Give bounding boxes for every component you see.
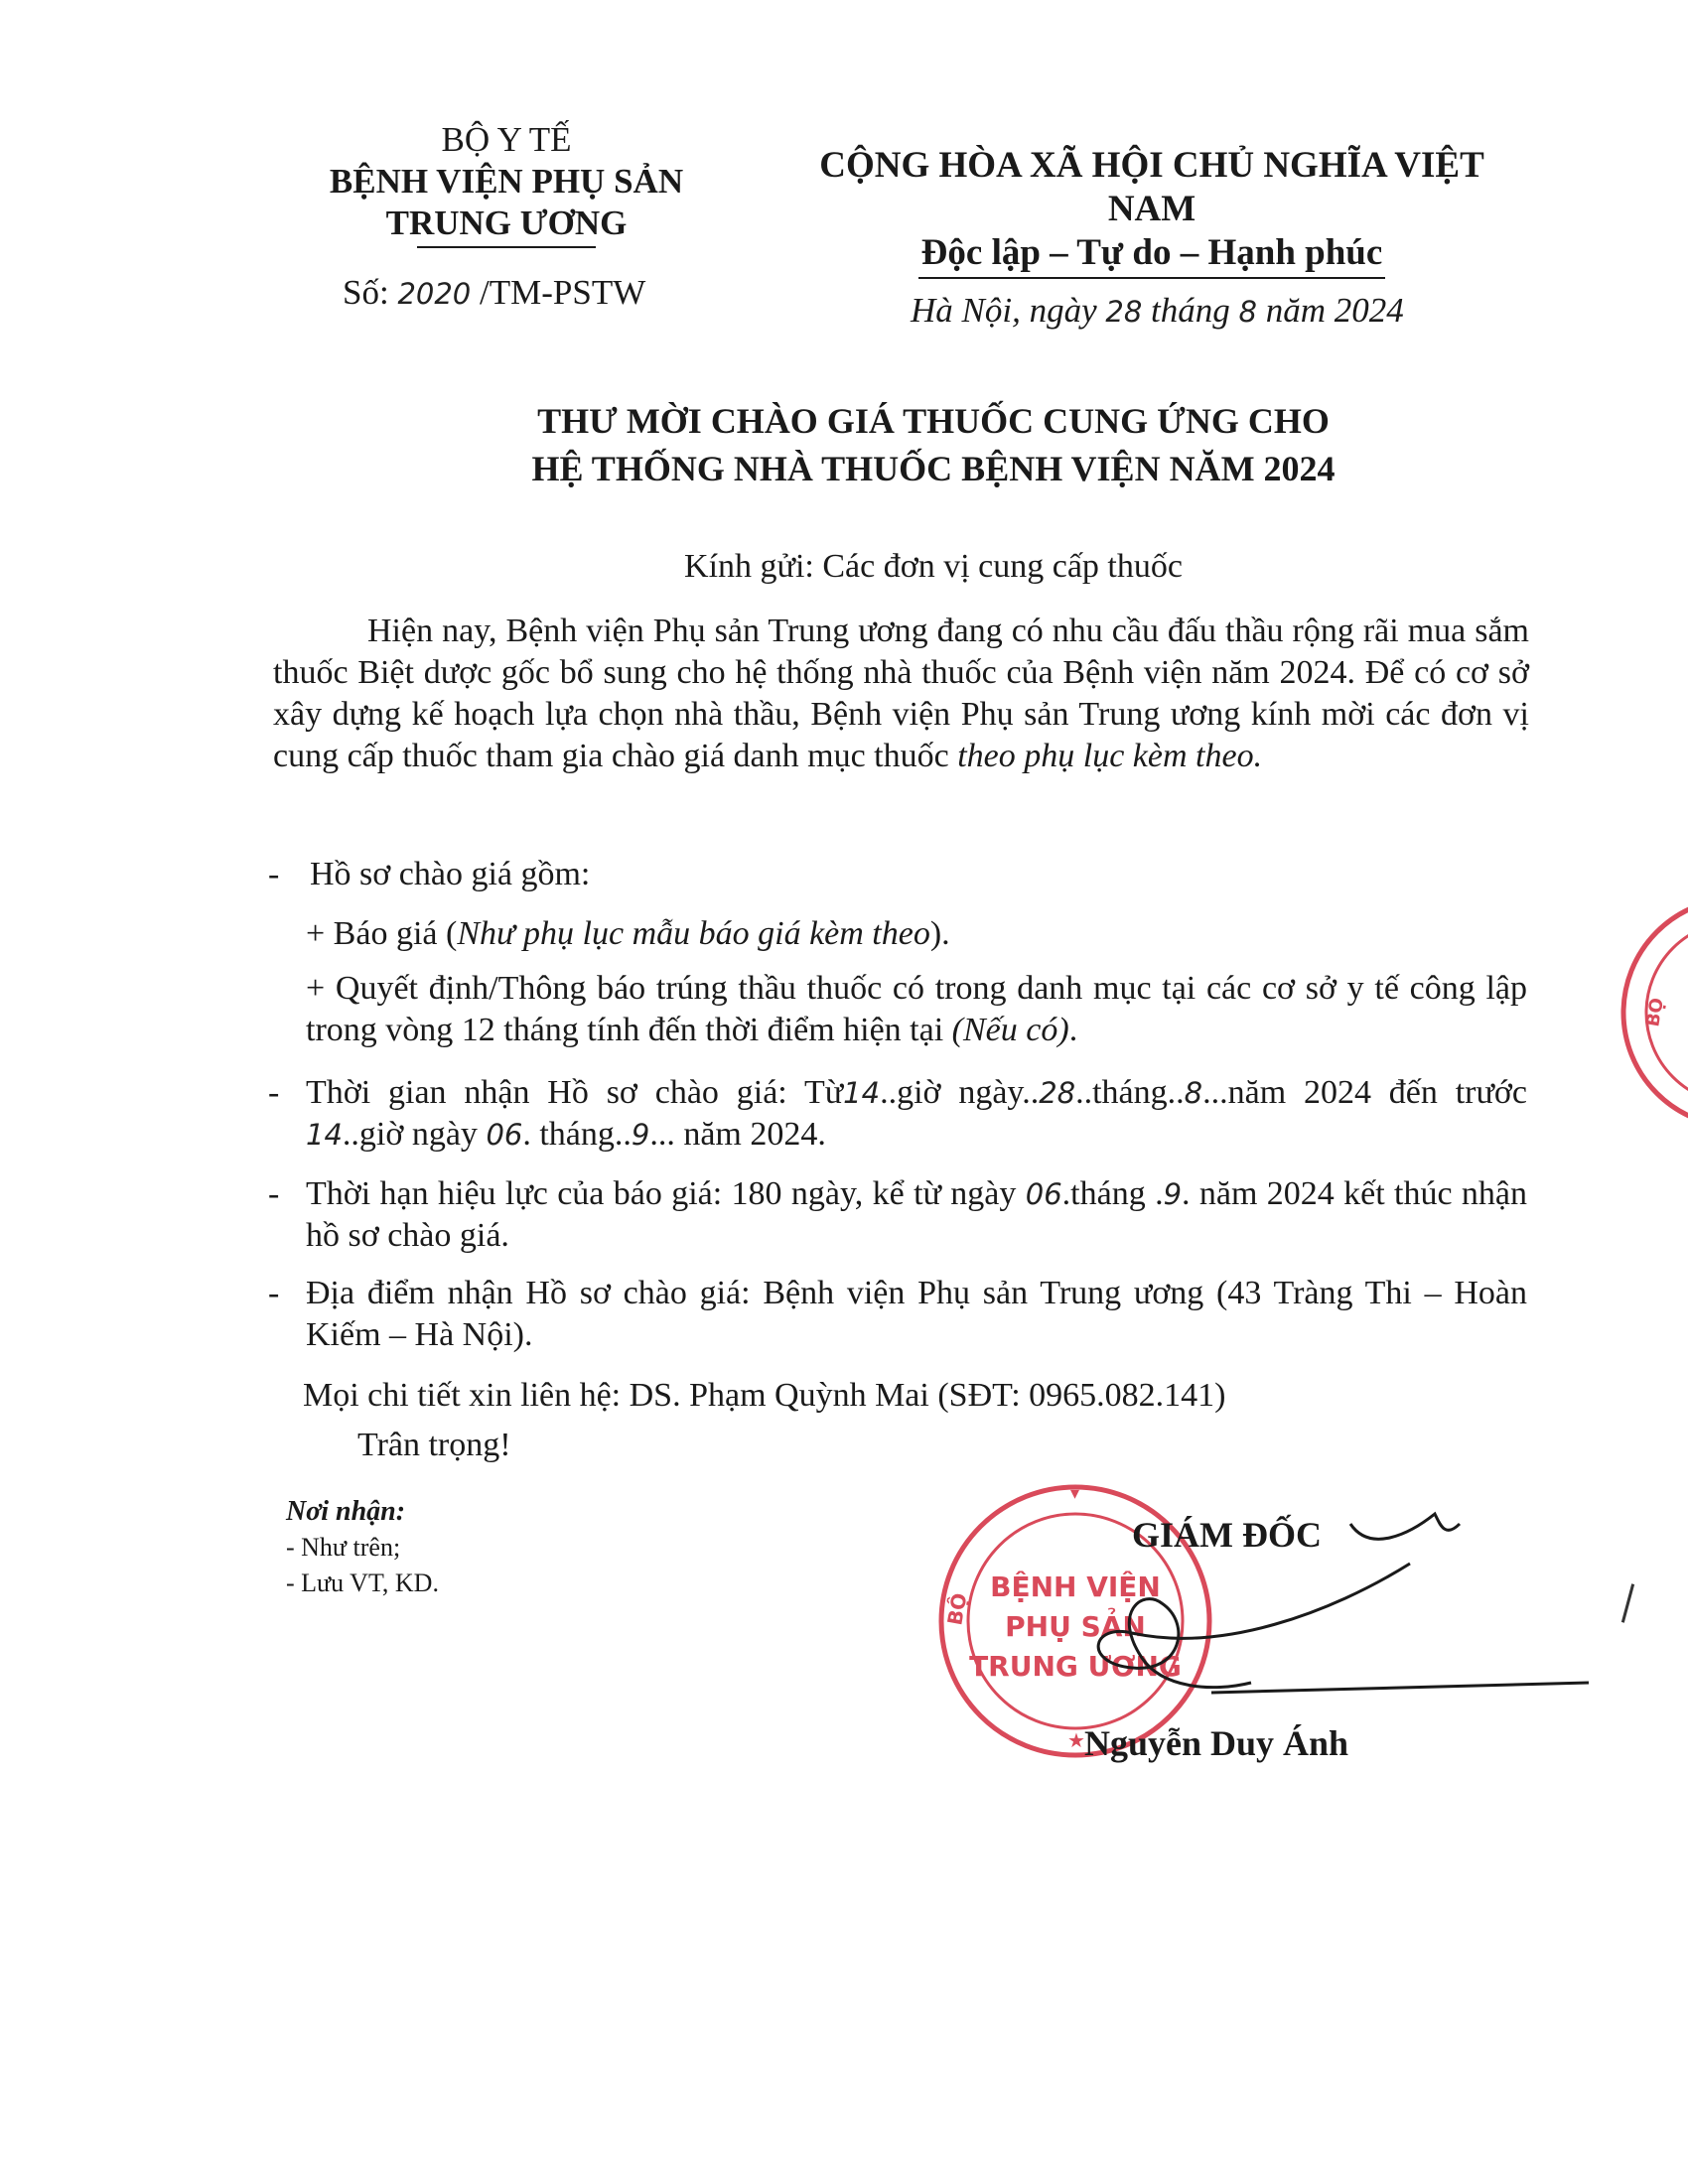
intro-text: Hiện nay, Bệnh viện Phụ sản Trung ương đang có nhu cầu đấu thầu rộng rãi mua sắm thuốc Biệt dược gốc bổ sung cho hệ thống nhà thuốc của Bệnh viện năm 2024. Để có cơ sở xây dựng kế hoạch lựa chọn nhà thầu, Bệnh viện Phụ sản Trung ương kính mời các đơn vị cung cấp thuốc tham gia chào giá danh mục thuốc	[273, 613, 1529, 774]
margin-mark	[1621, 1583, 1634, 1622]
issue-date	[911, 291, 1404, 331]
overlap-seal-fragment	[1618, 888, 1688, 1137]
validity-text3: năm 2024 kết thúc nhận hồ sơ chào giá.	[306, 1175, 1528, 1254]
signatory-name: Nguyễn Duy Ánh	[1084, 1723, 1349, 1763]
title-line1: THƯ MỜI CHÀO GIÁ THUỐC CUNG ỨNG CHO	[537, 401, 1330, 441]
receive-end-day: 06	[486, 1118, 523, 1152]
addressee: Kính gửi: Các đơn vị cung cấp thuốc	[684, 548, 1183, 585]
receive-end-hour: 14	[306, 1118, 343, 1152]
receive-time-text5: giờ ngày	[358, 1116, 487, 1153]
bullet-dash: -	[268, 1275, 280, 1311]
seal-fragment-text: BỘ	[1642, 996, 1668, 1028]
recipients-heading: Nơi nhận:	[286, 1496, 406, 1527]
contact-line: Mọi chi tiết xin liên hệ: DS. Phạm Quỳnh Mai (SĐT: 0965.082.141)	[303, 1377, 1226, 1414]
date-prefix: Hà Nội, ngày	[911, 291, 1106, 330]
seal-line1: BỆNH VIỆN	[990, 1570, 1161, 1603]
receive-end-month: 9	[631, 1118, 650, 1152]
intro-paragraph	[273, 611, 1529, 777]
seal-star-icon: ★	[1067, 1730, 1085, 1752]
receive-start-month: 8	[1184, 1076, 1203, 1110]
recipient-item: - Như trên;	[286, 1533, 401, 1562]
national-heading	[774, 144, 1529, 279]
hospital-name-line1: BỆNH VIỆN PHỤ SẢN	[329, 162, 684, 201]
item2-suffix: .	[1068, 1012, 1078, 1048]
document-number-label: Số:	[343, 273, 398, 312]
date-month-label: tháng	[1142, 291, 1239, 330]
issuer-block	[298, 119, 715, 248]
validity-text2: tháng	[1070, 1175, 1156, 1212]
dossier-heading-text: Hồ sơ chào giá gồm:	[310, 856, 591, 892]
dossier-item-decision	[306, 968, 1527, 1051]
receive-time-text6: tháng	[530, 1116, 615, 1153]
seal-star-icon: ▾	[1070, 1483, 1080, 1503]
date-day: 28	[1105, 295, 1143, 329]
bullet-dash: -	[268, 1074, 280, 1111]
handwritten-signature	[1072, 1494, 1609, 1712]
validity-day: 06	[1025, 1177, 1062, 1211]
republic-title: CỘNG HÒA XÃ HỘI CHỦ NGHĨA VIỆT NAM	[819, 145, 1484, 229]
issuer-underline	[417, 246, 596, 248]
dossier-heading	[268, 854, 1527, 895]
receive-start-day: 28	[1039, 1076, 1076, 1110]
receive-time-text2: giờ ngày	[897, 1074, 1023, 1111]
submission-location	[268, 1273, 1527, 1356]
validity-text1: Thời hạn hiệu lực của báo giá: 180 ngày, kể từ ngày	[306, 1175, 1026, 1212]
signatory-title: GIÁM ĐỐC	[1132, 1515, 1322, 1555]
receive-start-hour: 14	[843, 1076, 881, 1110]
bullet-dash: -	[268, 856, 280, 892]
receive-time: - Thời gian nhận Hồ sơ chào giá: Từ14..giờ ngày..28..tháng..8...năm 2024 đến trước 14..giờ ngày 06. tháng..9... năm 2024.	[268, 1074, 1527, 1153]
dossier-item-quote	[306, 913, 1527, 955]
item2-italic: (Nếu có)	[951, 1012, 1069, 1048]
hospital-name-line2: TRUNG ƯƠNG	[385, 204, 628, 242]
closing-line: Trân trọng!	[357, 1427, 511, 1463]
seal-side-text: BỘ	[942, 1590, 972, 1627]
location-text: Địa điểm nhận Hồ sơ chào giá: Bệnh viện Phụ sản Trung ương (43 Tràng Thi – Hoàn Kiếm – Hà Nội).	[306, 1275, 1527, 1353]
item1-suffix: ).	[929, 915, 950, 952]
receive-time-text1: Thời gian nhận Hồ sơ chào giá: Từ	[306, 1074, 844, 1111]
document-number-value: 2020	[397, 277, 472, 311]
bullet-dash: -	[268, 1175, 280, 1212]
document-number-suffix: /TM-PSTW	[471, 273, 646, 312]
validity-month: 9	[1163, 1177, 1183, 1211]
item2-text: + Quyết định/Thông báo trúng thầu thuốc có trong danh mục tại các cơ sở y tế công lập trong vòng 12 tháng tính đến thời điểm hiện tại	[306, 970, 1527, 1048]
recipients-block	[286, 1494, 439, 1601]
receive-time-text3: tháng	[1092, 1074, 1168, 1111]
motto-underline	[918, 277, 1385, 279]
intro-italic: theo phụ lục kèm theo.	[957, 738, 1263, 774]
document-title	[298, 397, 1569, 492]
receive-time-text7: năm 2024.	[674, 1116, 826, 1153]
national-motto: Độc lập – Tự do – Hạnh phúc	[920, 232, 1383, 273]
ministry-name: BỘ Y TẾ	[441, 120, 572, 159]
item1-italic: Như phụ lục mẫu báo giá kèm theo	[457, 915, 930, 952]
receive-time-text4: năm 2024 đến trước	[1227, 1074, 1527, 1111]
seal-line2: PHỤ SẢN	[1005, 1610, 1146, 1643]
item1-prefix: + Báo giá (	[306, 915, 458, 952]
quote-validity: - Thời hạn hiệu lực của báo giá: 180 ngày, kể từ ngày 06.tháng .9. năm 2024 kết thúc nhận hồ sơ chào giá.	[268, 1175, 1528, 1254]
recipient-item: - Lưu VT, KD.	[286, 1569, 439, 1597]
seal-line3: TRUNG ƯƠNG	[969, 1650, 1182, 1683]
title-line2: HỆ THỐNG NHÀ THUỐC BỆNH VIỆN NĂM 2024	[531, 449, 1336, 488]
document-number	[343, 273, 645, 313]
date-year: năm 2024	[1256, 291, 1404, 330]
date-month: 8	[1238, 295, 1257, 329]
